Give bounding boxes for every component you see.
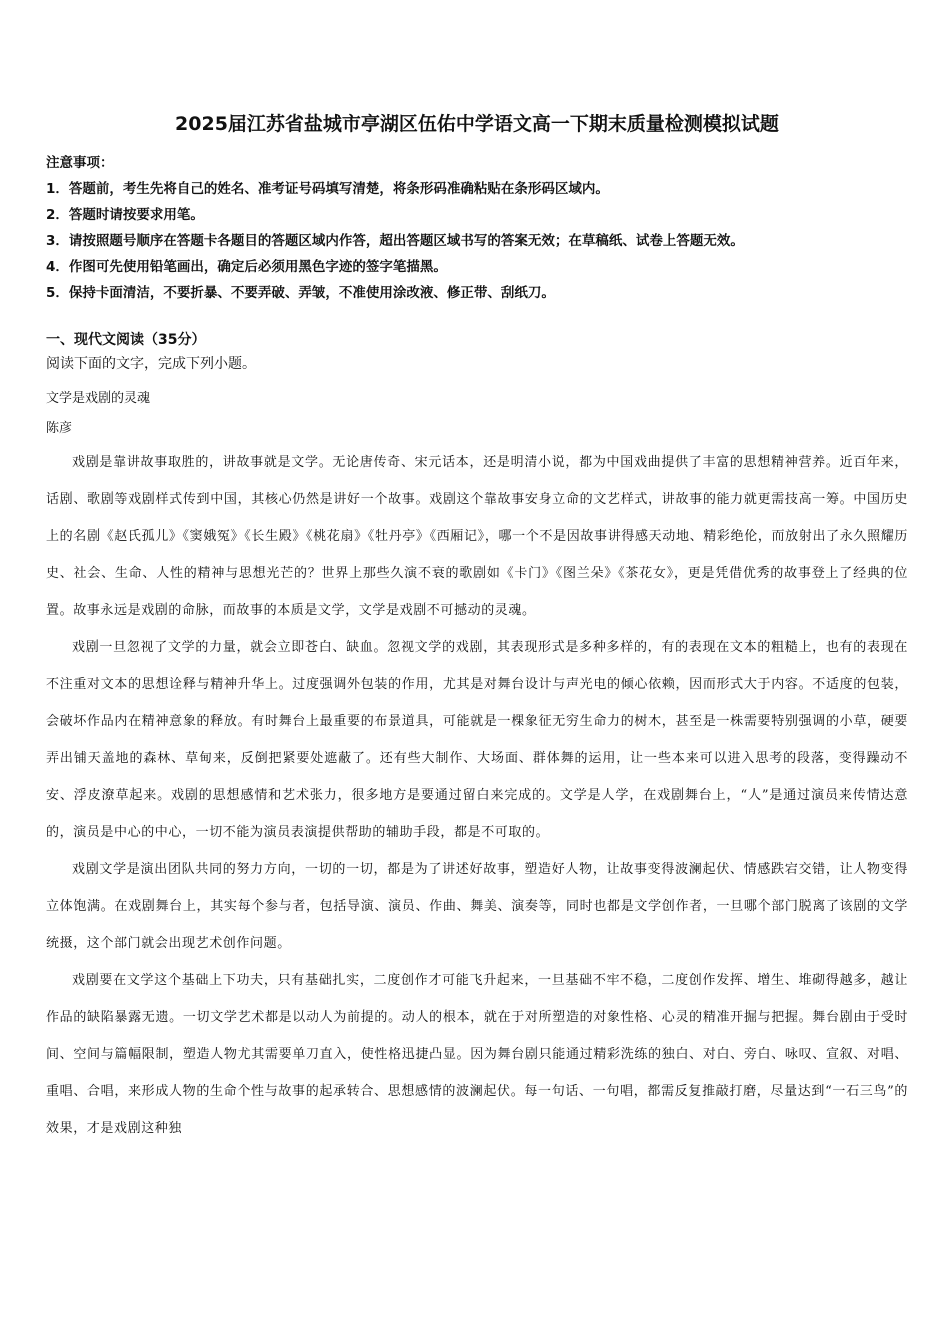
section-heading: 一、现代文阅读（35分） xyxy=(46,332,206,348)
article-author: 陈彦 xyxy=(46,421,73,436)
exam-page xyxy=(46,110,908,1147)
notice-heading: 注意事项： xyxy=(46,155,114,171)
notice-item-3: 3．请按照题号顺序在答题卡各题目的答题区域内作答，超出答题区域书写的答案无效；在草稿纸、试卷上答题无效。 xyxy=(46,233,744,249)
exam-title: 2025届江苏省盐城市亭湖区伍佑中学语文高一下期末质量检测模拟试题 xyxy=(175,113,779,135)
notice-item-2: 2．答题时请按要求用笔。 xyxy=(46,207,204,223)
reading-section xyxy=(46,328,908,1147)
article-paragraph-2: 戏剧一旦忽视了文学的力量，就会立即苍白、缺血。忽视文学的戏剧，其表现形式是多种多样的，有的表现在文本的粗糙上，也有的表现在不注重对文本的思想诠释与精神升华上。过度强调外包装的作用，尤其是对舞台设计与声光电的倾心依赖，因而形式大于内容。不适度的包装，会破坏作品内在精神意象的释放。有时舞台上最重要的布景道具，可能就是一棵象征无穷生命力的树木，甚至是一株需要特别强调的小草，硬要弄出铺天盖地的森林、草甸来，反倒把紧要处遮蔽了。还有些大制作、大场面、群体舞的运用，让一些本来可以进入思考的段落，变得躁动不安、浮皮潦草起来。戏剧的思想感情和艺术张力，很多地方是要通过留白来完成的。文学是人学，在戏剧舞台上，“人”是通过演员来传情达意的，演员是中心的中心，一切不能为演员表演提供帮助的辅助手段，都是不可取的。 xyxy=(46,640,908,840)
notice-block xyxy=(46,150,908,306)
notice-item-1: 1．答题前，考生先将自己的姓名、准考证号码填写清楚，将条形码准确粘贴在条形码区域内。 xyxy=(46,181,609,197)
article-paragraph-3: 戏剧文学是演出团队共同的努力方向，一切的一切，都是为了讲述好故事，塑造好人物，让故事变得波澜起伏、情感跌宕交错，让人物变得立体饱满。在戏剧舞台上，其实每个参与者，包括导演、演员、作曲、舞美、演奏等，同时也都是文学创作者，一旦哪个部门脱离了该剧的文学统摄，这个部门就会出现艺术创作问题。 xyxy=(46,862,908,951)
notice-item-5: 5．保持卡面清洁，不要折暴、不要弄破、弄皱，不准使用涂改液、修正带、刮纸刀。 xyxy=(46,285,555,301)
article-paragraph-1: 戏剧是靠讲故事取胜的，讲故事就是文学。无论唐传奇、宋元话本，还是明清小说，都为中国戏曲提供了丰富的思想精神营养。近百年来，话剧、歌剧等戏剧样式传到中国，其核心仍然是讲好一个故事。戏剧这个靠故事安身立命的文艺样式，讲故事的能力就更需技高一筹。中国历史上的名剧《赵氏孤儿》《窦娥冤》《长生殿》《桃花扇》《牡丹亭》《西厢记》，哪一个不是因故事讲得感天动地、精彩绝伦，而放射出了永久照耀历史、社会、生命、人性的精神与思想光芒的？世界上那些久演不衰的歌剧如《卡门》《图兰朵》《茶花女》，更是凭借优秀的故事登上了经典的位置。故事永远是戏剧的命脉，而故事的本质是文学，文学是戏剧不可撼动的灵魂。 xyxy=(46,455,908,618)
section-instruction: 阅读下面的文字，完成下列小题。 xyxy=(46,356,256,372)
article-title: 文学是戏剧的灵魂 xyxy=(46,391,151,406)
article-paragraph-4: 戏剧要在文学这个基础上下功夫，只有基础扎实，二度创作才可能飞升起来，一旦基础不牢不稳，二度创作发挥、增生、堆砌得越多，越让作品的缺陷暴露无遗。一切文学艺术都是以动人为前提的。动人的根本，就在于对所塑造的对象性格、心灵的精准开掘与把握。舞台剧由于受时间、空间与篇幅限制，塑造人物尤其需要单刀直入，使性格迅捷凸显。因为舞台剧只能通过精彩洗练的独白、对白、旁白、咏叹、宣叙、对唱、重唱、合唱，来形成人物的生命个性与故事的起承转合、思想感情的波澜起伏。每一句话、一句唱，都需反复推敲打磨，尽量达到“一石三鸟”的效果，才是戏剧这种独 xyxy=(46,973,908,1136)
notice-item-4: 4．作图可先使用铅笔画出，确定后必须用黑色字迹的签字笔描黑。 xyxy=(46,259,447,275)
